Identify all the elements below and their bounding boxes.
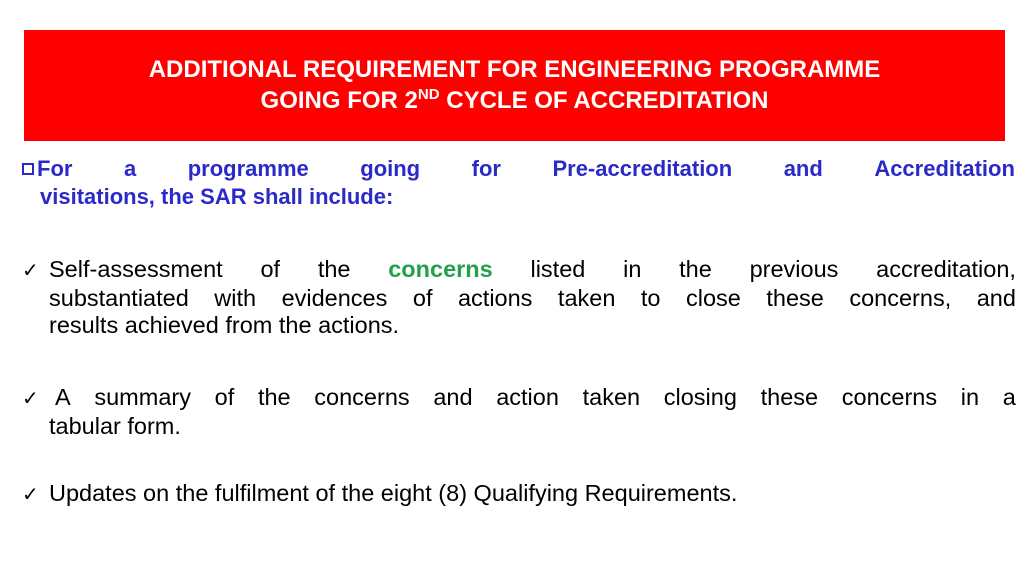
list-item-line-2 — [22, 285, 1016, 312]
item-word: action — [496, 384, 559, 410]
item-word: a — [1002, 384, 1016, 410]
list-item — [22, 384, 1016, 440]
hollow-square-bullet-icon — [22, 163, 34, 175]
title-line-2-start: GOING FOR 2 — [260, 86, 418, 114]
intro-paragraph — [22, 155, 1015, 211]
title-line-2 — [149, 85, 881, 116]
check-mark-icon: ✓ — [22, 484, 39, 506]
intro-word: programme — [187, 156, 309, 181]
intro-first-word — [22, 155, 72, 183]
item-word: concerns — [841, 384, 938, 410]
item-word: in — [623, 256, 642, 282]
title-line-1: ADDITIONAL REQUIREMENT FOR ENGINEERING PROGRAMME — [148, 55, 881, 83]
intro-word: for — [471, 156, 501, 181]
item-word: summary — [94, 384, 191, 410]
item-text: Updates on the fulfilment of the eight (8) Qualifying Requirements. — [49, 480, 738, 506]
item-word: actions — [457, 285, 533, 311]
item-word: taken — [557, 285, 616, 311]
intro-word: a — [123, 156, 137, 181]
item-word: listed — [530, 256, 586, 282]
list-item-first-word — [22, 256, 223, 285]
title-banner — [24, 30, 1005, 141]
item-word: to — [640, 285, 661, 311]
item-word: accreditation, — [876, 256, 1016, 282]
check-mark-icon: ✓ — [22, 260, 39, 282]
item-word: concerns, — [849, 285, 952, 311]
item-word: close — [686, 285, 741, 311]
list-item-line-1 — [22, 480, 1016, 509]
list-item-line-1 — [22, 384, 1016, 413]
item-word: previous — [749, 256, 839, 282]
intro-word: Pre-accreditation — [552, 156, 733, 181]
intro-word: For — [37, 156, 73, 181]
item-word: in — [960, 384, 980, 410]
ordinal-suffix: ND — [417, 85, 440, 103]
highlighted-term: concerns — [388, 256, 493, 282]
item-word: with — [214, 285, 257, 311]
slide-title — [149, 54, 881, 116]
list-item-line-2: tabular form. — [49, 413, 181, 439]
item-word: taken — [582, 384, 641, 410]
item-word: of — [260, 256, 281, 282]
item-word: the — [317, 256, 351, 282]
item-word: these — [760, 384, 819, 410]
intro-word: Accreditation — [874, 156, 1015, 181]
item-word: of — [214, 384, 235, 410]
item-word: the — [257, 384, 291, 410]
list-item-line-3: results achieved from the actions. — [49, 312, 400, 338]
list-item — [22, 256, 1016, 339]
intro-word: going — [360, 156, 421, 181]
item-word: Self-assessment — [49, 256, 223, 282]
item-word: and — [433, 384, 473, 410]
item-word: these — [766, 285, 824, 311]
item-word: substantiated — [49, 285, 189, 311]
item-word: concerns — [314, 384, 410, 410]
list-item-first-word — [22, 384, 71, 413]
intro-line-1 — [22, 155, 1015, 183]
item-word: A — [55, 384, 71, 410]
item-word: closing — [663, 384, 737, 410]
check-mark-icon: ✓ — [22, 388, 39, 410]
item-word: evidences — [281, 285, 388, 311]
list-item — [22, 480, 1016, 509]
item-word: of — [412, 285, 433, 311]
item-word: and — [976, 285, 1016, 311]
list-item-line-1 — [22, 256, 1016, 285]
title-line-2-end: CYCLE OF ACCREDITATION — [439, 86, 769, 114]
item-word: the — [679, 256, 712, 282]
intro-word: and — [783, 156, 823, 181]
intro-line-2: visitations, the SAR shall include: — [40, 184, 394, 209]
